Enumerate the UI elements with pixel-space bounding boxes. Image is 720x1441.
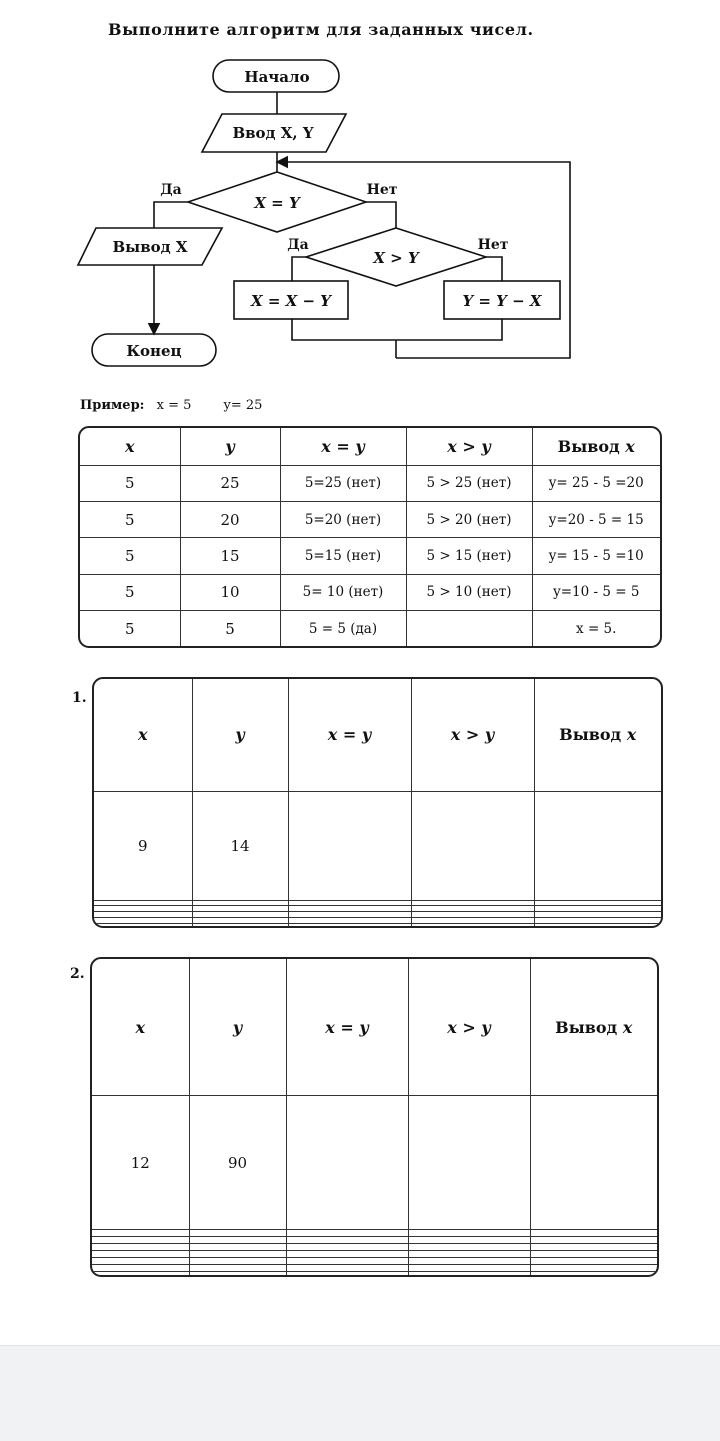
cell-y: 5: [180, 611, 280, 646]
col-gt: x > y: [408, 959, 530, 1096]
cell-eq: 5=15 (нет): [280, 538, 406, 574]
instruction-heading: Выполните алгоритм для заданных чисел.: [108, 20, 534, 39]
cell-gt: [411, 791, 534, 900]
table-row: [92, 1250, 657, 1257]
flow-cond1-label: X = Y: [254, 194, 300, 212]
table-row: [80, 502, 660, 538]
cell-eq: [286, 1257, 408, 1264]
cell-gt: 5 > 10 (нет): [406, 574, 532, 610]
cell-x: 5: [80, 611, 180, 646]
cell-x: [92, 1229, 189, 1236]
example-x: x = 5: [156, 398, 192, 413]
table-row: [80, 611, 660, 646]
table-row: [92, 1096, 657, 1229]
col-eq: x = y: [286, 959, 408, 1096]
col-output: Вывод x: [534, 679, 661, 791]
cell-output: x = 5.: [532, 611, 660, 646]
cell-x: 5: [80, 574, 180, 610]
cell-y: 15: [180, 538, 280, 574]
cell-gt: [408, 1271, 530, 1275]
col-output: Вывод x: [532, 428, 660, 465]
cell-output: [530, 1229, 657, 1236]
col-y: y: [192, 679, 288, 791]
cell-y: [189, 1243, 286, 1250]
cell-y: [189, 1229, 286, 1236]
table-row: [80, 465, 660, 501]
task-2-table: [90, 957, 659, 1277]
col-eq: x = y: [288, 679, 411, 791]
cell-output: y=20 - 5 = 15: [532, 502, 660, 538]
task-2-number: 2.: [70, 966, 85, 982]
cell-gt: 5 > 15 (нет): [406, 538, 532, 574]
cell-gt: [408, 1236, 530, 1243]
cell-output: y=10 - 5 = 5: [532, 574, 660, 610]
flow-action-right-label: Y = Y − X: [462, 292, 542, 310]
cell-gt: 5 > 20 (нет): [406, 502, 532, 538]
cell-eq: [286, 1250, 408, 1257]
cell-x: 5: [80, 538, 180, 574]
table-header-row: [92, 959, 657, 1096]
example-y: y= 25: [223, 398, 263, 413]
cell-x: [92, 1271, 189, 1275]
flow-cond1-yes: Да: [160, 182, 182, 198]
table-row: [94, 923, 661, 926]
table-row: [92, 1229, 657, 1236]
cell-x: [92, 1264, 189, 1271]
cell-output: [530, 1096, 657, 1229]
col-gt: x > y: [406, 428, 532, 465]
col-gt: x > y: [411, 679, 534, 791]
cell-output: [530, 1271, 657, 1275]
example-table: [78, 426, 662, 648]
cell-gt: [408, 1096, 530, 1229]
cell-output: [530, 1250, 657, 1257]
flow-start-label: Начало: [244, 68, 310, 86]
cell-eq: 5 = 5 (да): [280, 611, 406, 646]
table-row: [92, 1243, 657, 1250]
cell-eq: [288, 923, 411, 926]
cell-x: 12: [92, 1096, 189, 1229]
table-header-row: [94, 679, 661, 791]
table-row: [92, 1257, 657, 1264]
cell-gt: 5 > 25 (нет): [406, 465, 532, 501]
cell-gt: [406, 611, 532, 646]
flow-cond1-no: Нет: [366, 182, 398, 198]
flow-output-label: Вывод X: [112, 238, 188, 256]
cell-eq: [286, 1271, 408, 1275]
cell-gt: [408, 1243, 530, 1250]
cell-eq: [286, 1229, 408, 1236]
table-row: [80, 574, 660, 610]
cell-output: [530, 1243, 657, 1250]
cell-y: 90: [189, 1096, 286, 1229]
cell-y: [189, 1250, 286, 1257]
table-row: [92, 1264, 657, 1271]
cell-x: [92, 1236, 189, 1243]
flow-end-label: Конец: [126, 342, 182, 360]
cell-output: [534, 791, 661, 900]
cell-y: [189, 1236, 286, 1243]
table-row: [92, 1236, 657, 1243]
cell-output: [530, 1236, 657, 1243]
flow-input-label: Ввод X, Y: [232, 124, 314, 142]
cell-gt: [408, 1250, 530, 1257]
cell-y: 14: [192, 791, 288, 900]
cell-x: 5: [80, 465, 180, 501]
cell-y: [189, 1271, 286, 1275]
example-caption: [80, 398, 290, 413]
example-label: Пример:: [80, 398, 145, 413]
flow-cond2-no: Нет: [477, 237, 509, 253]
cell-y: [189, 1257, 286, 1264]
cell-x: [92, 1243, 189, 1250]
viewer-footer: [0, 1345, 720, 1441]
cell-output: y= 15 - 5 =10: [532, 538, 660, 574]
cell-x: [94, 923, 192, 926]
cell-output: [530, 1264, 657, 1271]
flowchart: [0, 50, 720, 370]
cell-y: [192, 923, 288, 926]
task-1-table: [92, 677, 663, 928]
col-x: x: [94, 679, 192, 791]
cell-eq: 5=20 (нет): [280, 502, 406, 538]
col-x: x: [92, 959, 189, 1096]
flow-action-left-label: X = X − Y: [250, 292, 332, 310]
table-row: [94, 791, 661, 900]
table-row: [80, 538, 660, 574]
cell-eq: [288, 791, 411, 900]
cell-x: 5: [80, 502, 180, 538]
cell-output: y= 25 - 5 =20: [532, 465, 660, 501]
col-y: y: [189, 959, 286, 1096]
cell-y: 10: [180, 574, 280, 610]
cell-x: 9: [94, 791, 192, 900]
cell-eq: [286, 1236, 408, 1243]
col-y: y: [180, 428, 280, 465]
flow-cond2-yes: Да: [287, 237, 309, 253]
task-1-number: 1.: [72, 690, 87, 706]
flow-cond2-label: X > Y: [373, 249, 419, 267]
cell-x: [92, 1257, 189, 1264]
cell-y: 20: [180, 502, 280, 538]
col-output: Вывод x: [530, 959, 657, 1096]
cell-y: 25: [180, 465, 280, 501]
cell-eq: [286, 1096, 408, 1229]
cell-output: [534, 923, 661, 926]
cell-gt: [408, 1264, 530, 1271]
cell-y: [189, 1264, 286, 1271]
cell-x: [92, 1250, 189, 1257]
col-eq: x = y: [280, 428, 406, 465]
cell-eq: 5= 10 (нет): [280, 574, 406, 610]
cell-gt: [408, 1229, 530, 1236]
table-row: [92, 1271, 657, 1275]
cell-gt: [411, 923, 534, 926]
cell-eq: [286, 1243, 408, 1250]
cell-output: [530, 1257, 657, 1264]
cell-eq: [286, 1264, 408, 1271]
cell-gt: [408, 1257, 530, 1264]
cell-eq: 5=25 (нет): [280, 465, 406, 501]
col-x: x: [80, 428, 180, 465]
table-header-row: [80, 428, 660, 465]
